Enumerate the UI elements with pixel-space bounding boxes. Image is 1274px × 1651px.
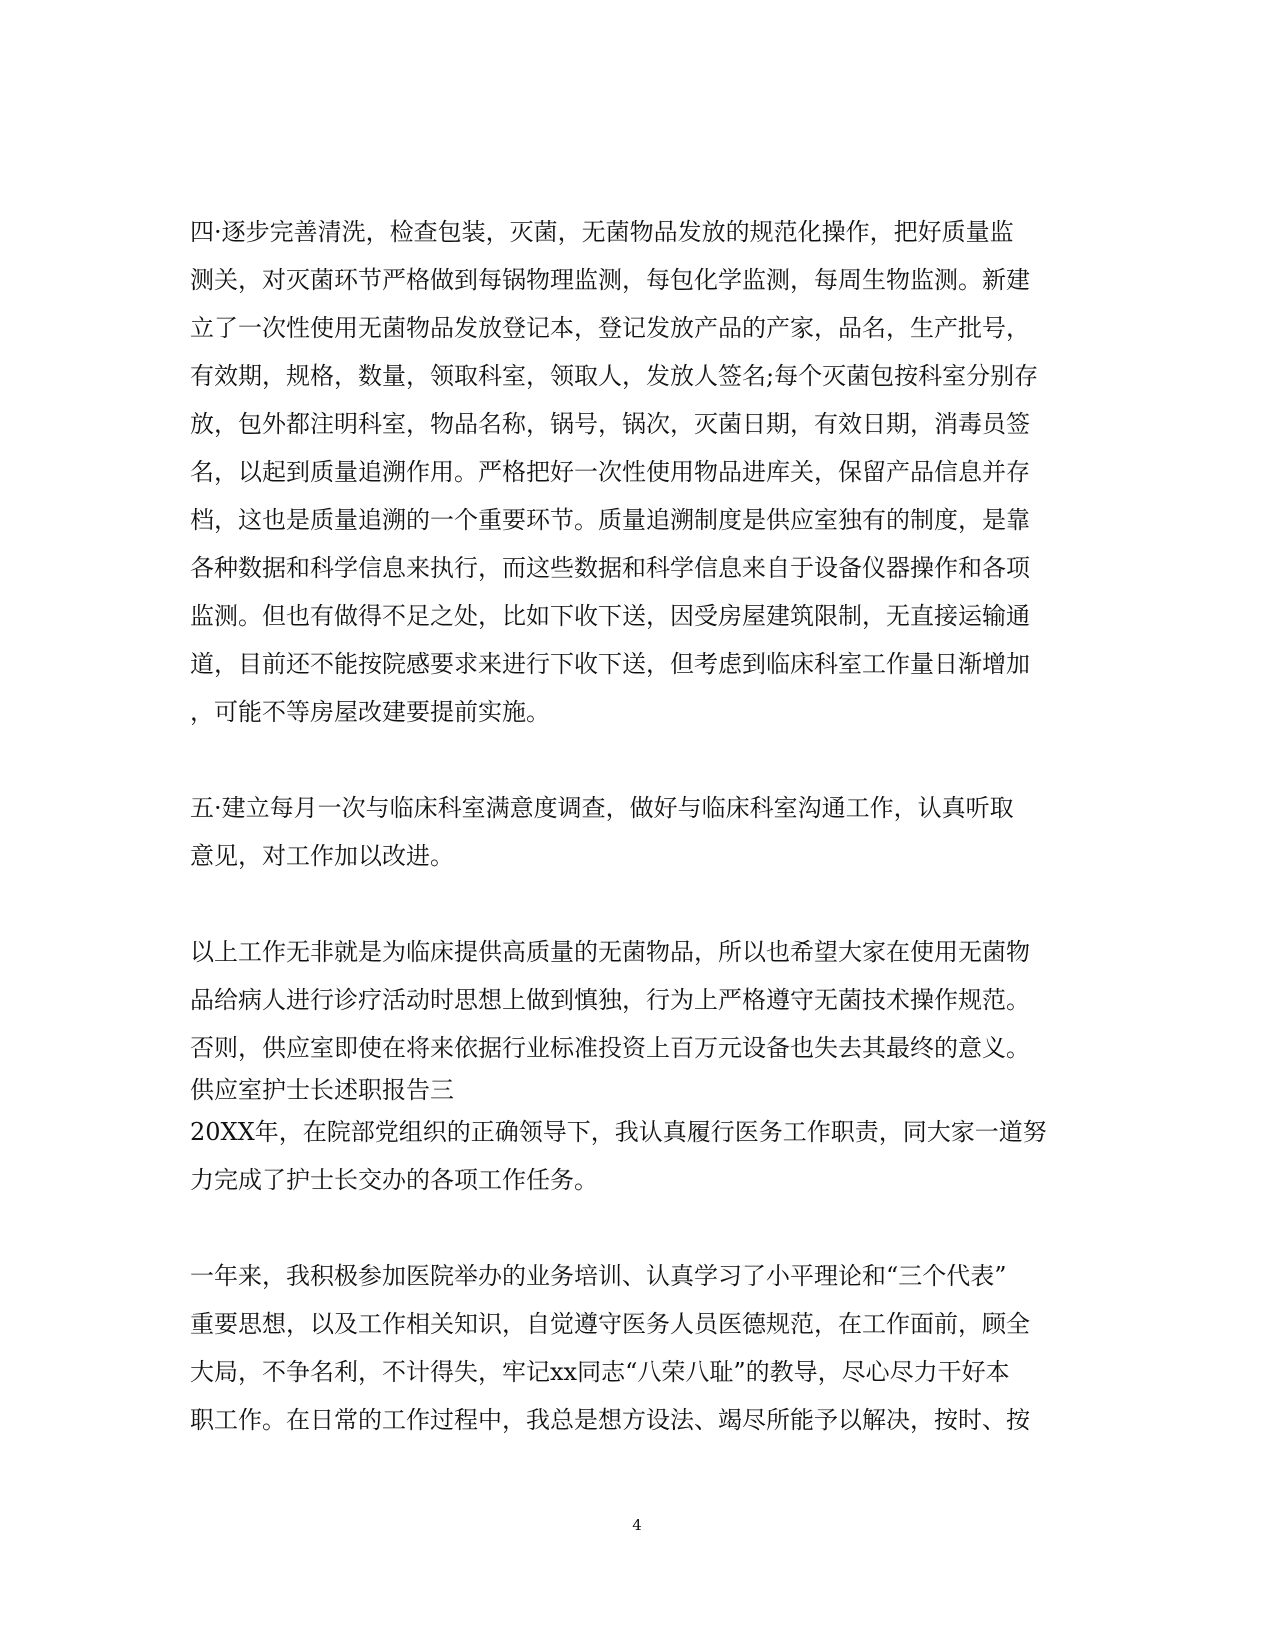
paragraph-spacer [190, 736, 1070, 784]
text-line: 品给病人进行诊疗活动时思想上做到慎独，行为上严格遵守无菌技术操作规范。 [190, 986, 1030, 1014]
paragraph-spacer [190, 880, 1070, 928]
text-line: 名，以起到质量追溯作用。严格把好一次性使用物品进库关，保留产品信息并存 [190, 458, 1030, 486]
text-line: 职工作。在日常的工作过程中，我总是想方设法、竭尽所能予以解决，按时、按 [190, 1406, 1030, 1434]
text-line: 立了一次性使用无菌物品发放登记本，登记发放产品的产家，品名，生产批号， [190, 314, 1030, 342]
text-line: 重要思想，以及工作相关知识，自觉遵守医务人员医德规范，在工作面前，顾全 [190, 1310, 1030, 1338]
text-line: 20XX年，在院部党组织的正确领导下，我认真履行医务工作职责，同大家一道努 [190, 1118, 1047, 1146]
text-line: 各种数据和科学信息来执行，而这些数据和科学信息来自于设备仪器操作和各项 [190, 554, 1030, 582]
paragraph-spacer [190, 1204, 1070, 1252]
text-line: 大局，不争名利，不计得失，牢记xx同志“八荣八耻”的教导，尽心尽力干好本 [190, 1358, 1010, 1386]
document-body [190, 208, 1070, 1444]
text-line: 放，包外都注明科室，物品名称，锅号，锅次，灭菌日期，有效日期，消毒员签 [190, 410, 1030, 438]
conclusion-paragraph [190, 928, 1070, 1072]
text-line: 道，目前还不能按院感要求来进行下收下送，但考虑到临床科室工作量日渐增加 [190, 650, 1030, 678]
text-line: 档，这也是质量追溯的一个重要环节。质量追溯制度是供应室独有的制度，是靠 [190, 506, 1030, 534]
text-line: 力完成了护士长交办的各项工作任务。 [190, 1166, 598, 1194]
text-line: 四·逐步完善清洗，检查包装，灭菌，无菌物品发放的规范化操作，把好质量监 [190, 218, 1014, 246]
text-line: 测关，对灭菌环节严格做到每锅物理监测，每包化学监测，每周生物监测。新建 [190, 266, 1030, 294]
intro-paragraph [190, 1108, 1070, 1204]
text-line: 一年来，我积极参加医院举办的业务培训、认真学习了小平理论和“三个代表” [190, 1262, 1007, 1290]
page-number: 4 [632, 1516, 642, 1534]
year-review-paragraph [190, 1252, 1070, 1444]
section-title: 供应室护士长述职报告三 [190, 1076, 454, 1104]
paragraph-five [190, 784, 1070, 880]
text-line: 有效期，规格，数量，领取科室，领取人，发放人签名;每个灭菌包按科室分别存 [190, 362, 1039, 390]
text-line: 监测。但也有做得不足之处，比如下收下送，因受房屋建筑限制，无直接运输通 [190, 602, 1030, 630]
paragraph-four [190, 208, 1070, 736]
text-line: ，可能不等房屋改建要提前实施。 [190, 698, 550, 726]
text-line: 否则，供应室即使在将来依据行业标准投资上百万元设备也失去其最终的意义。 [190, 1034, 1030, 1062]
text-line: 以上工作无非就是为临床提供高质量的无菌物品，所以也希望大家在使用无菌物 [190, 938, 1030, 966]
text-line: 意见，对工作加以改进。 [190, 842, 454, 870]
text-line: 五·建立每月一次与临床科室满意度调查，做好与临床科室沟通工作，认真听取 [190, 794, 1014, 822]
